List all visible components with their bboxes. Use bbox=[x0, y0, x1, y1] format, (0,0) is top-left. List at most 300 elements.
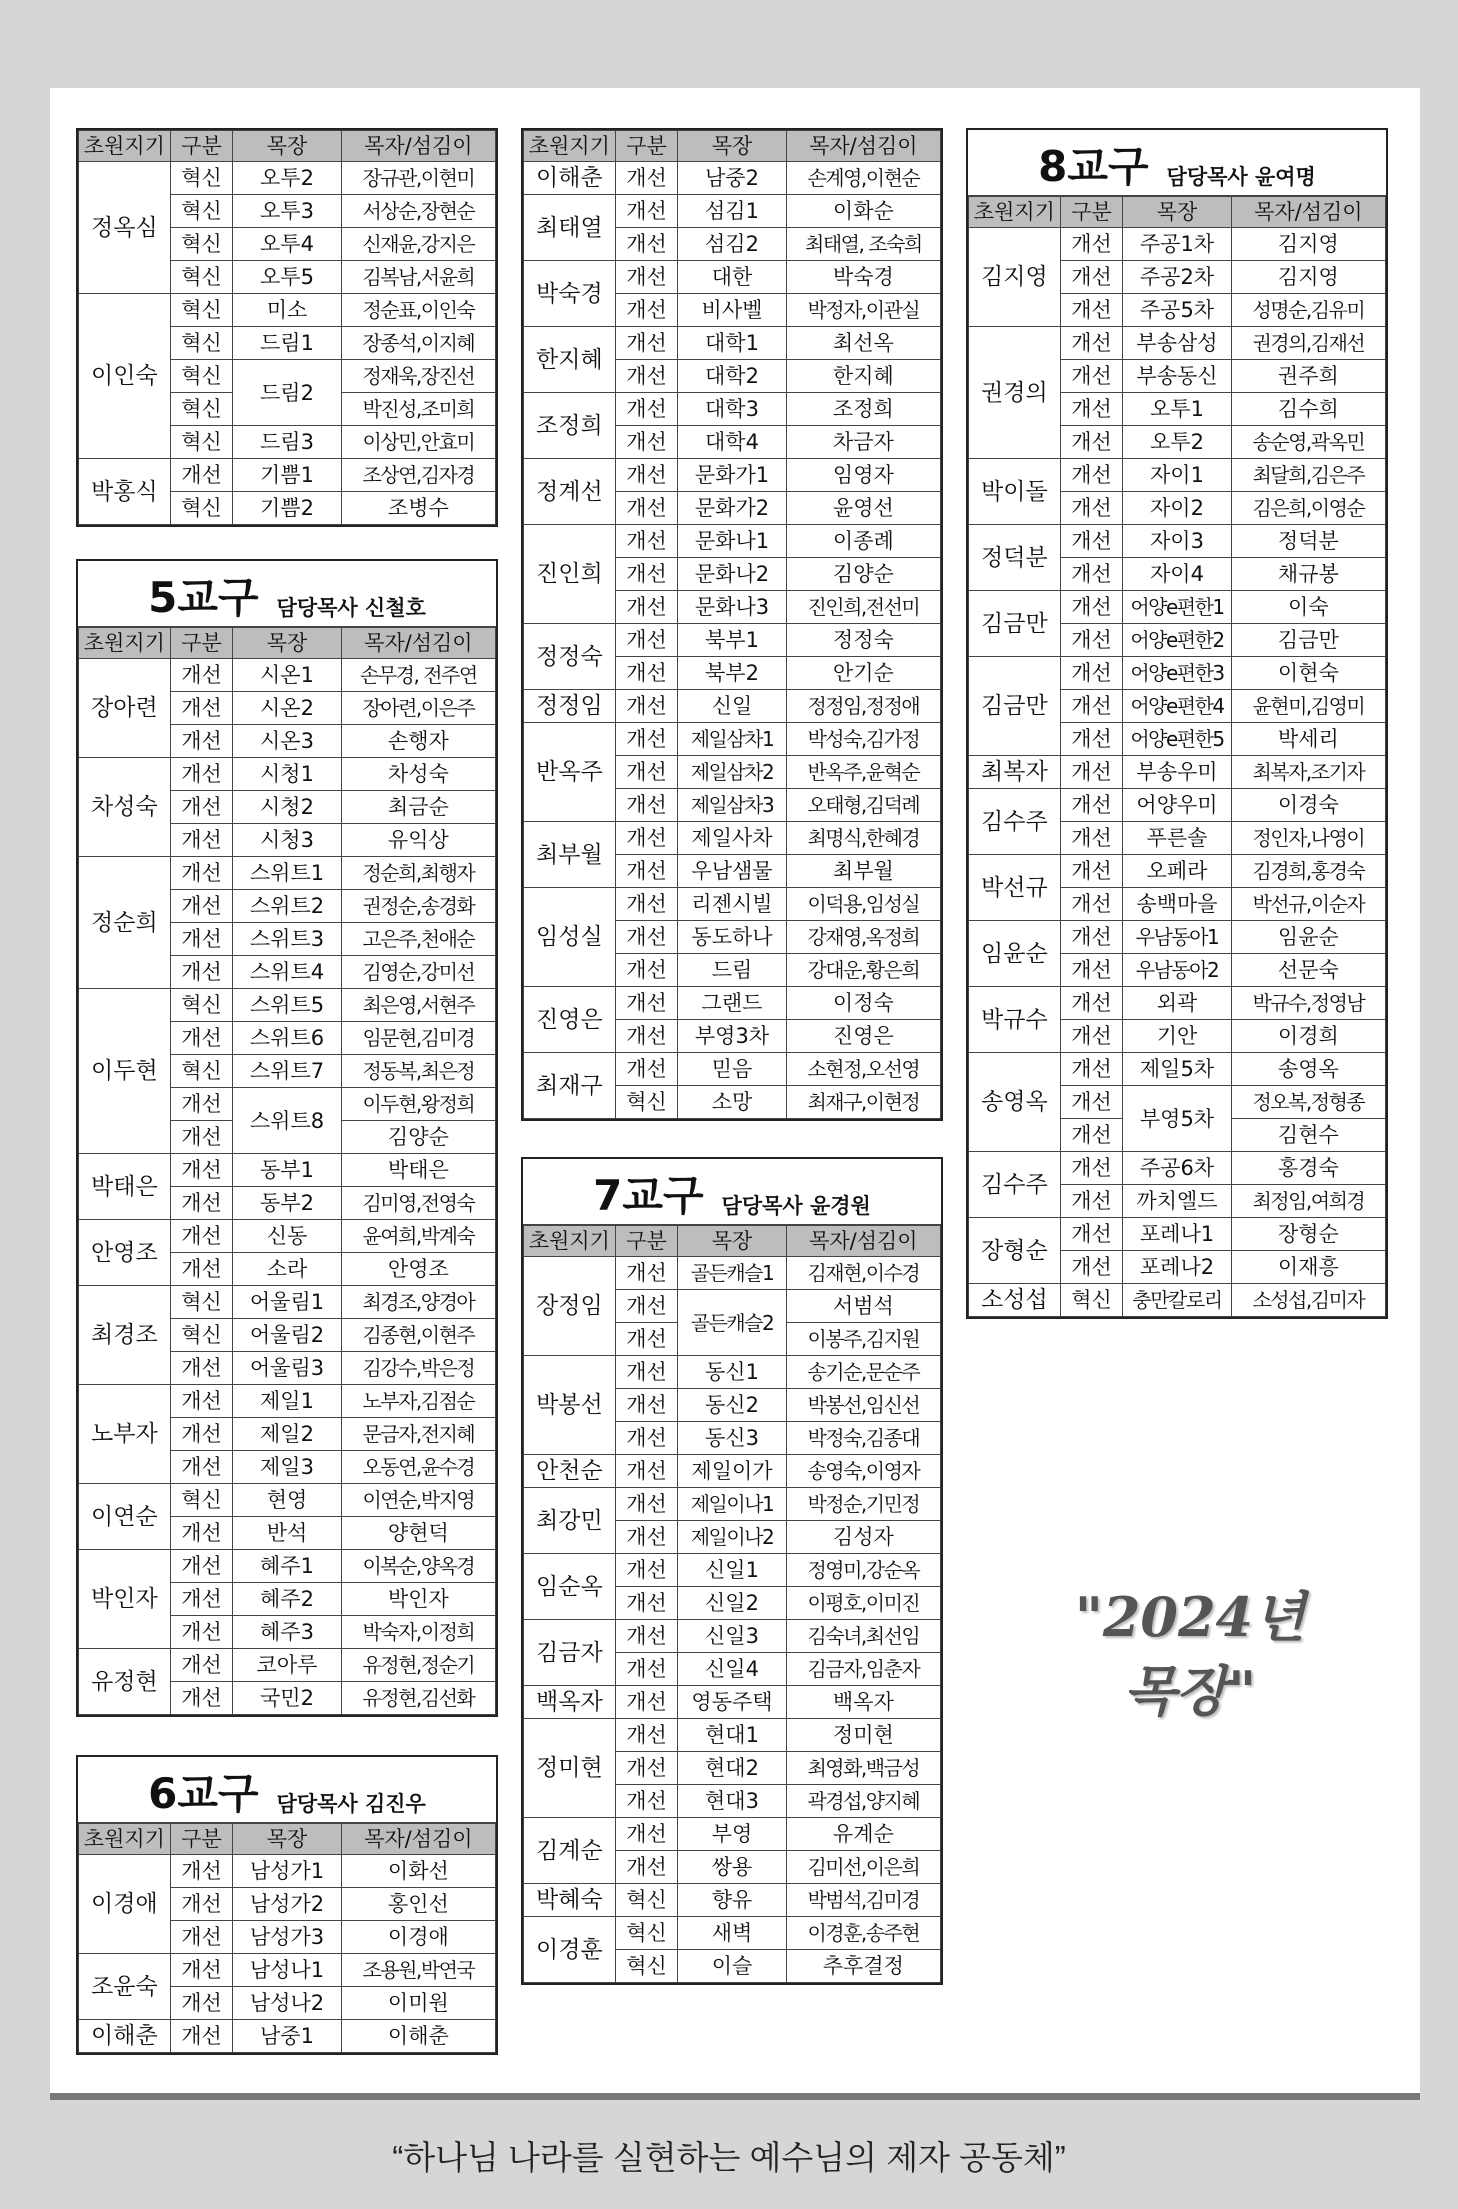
leader-cell: 진영은 bbox=[524, 987, 616, 1053]
table-row bbox=[79, 1220, 496, 1253]
group-name-cell: 오투2 bbox=[1123, 426, 1231, 459]
group-name-cell: 리젠시빌 bbox=[678, 888, 786, 921]
group-name-cell: 까치엘드 bbox=[1123, 1185, 1231, 1218]
shepherd-cell: 이재흥 bbox=[1231, 1251, 1385, 1284]
shepherd-cell: 김종현,이현주 bbox=[341, 1319, 495, 1352]
leader-cell: 이해춘 bbox=[79, 2020, 171, 2053]
group-name-cell: 대학1 bbox=[678, 327, 786, 360]
leader-cell: 이경애 bbox=[79, 1855, 171, 1954]
year-line-2: 목장" bbox=[1123, 1659, 1257, 1723]
table-row bbox=[969, 1053, 1386, 1086]
shepherd-cell: 안영조 bbox=[341, 1253, 495, 1286]
shepherd-cell: 최은영,서현주 bbox=[341, 989, 495, 1022]
shepherd-cell: 홍인선 bbox=[341, 1888, 495, 1921]
shepherd-cell: 윤여희,박계숙 bbox=[341, 1220, 495, 1253]
group-name-cell: 시청1 bbox=[233, 758, 341, 791]
column-header: 목자/섬김이 bbox=[341, 628, 495, 659]
type-cell: 혁신 bbox=[170, 393, 233, 426]
type-cell: 개선 bbox=[615, 327, 678, 360]
leader-cell: 박홍식 bbox=[79, 459, 171, 525]
type-cell: 개선 bbox=[1060, 1218, 1123, 1251]
shepherd-cell: 이미원 bbox=[341, 1987, 495, 2020]
group-name-cell: 제일3 bbox=[233, 1451, 341, 1484]
shepherd-cell: 오태형,김덕례 bbox=[786, 789, 940, 822]
type-cell: 개선 bbox=[1060, 1185, 1123, 1218]
leader-cell: 최강민 bbox=[524, 1488, 616, 1554]
shepherd-cell: 이종례 bbox=[786, 525, 940, 558]
table-row bbox=[969, 228, 1386, 261]
type-cell: 개선 bbox=[1060, 888, 1123, 921]
group-name-cell: 자이1 bbox=[1123, 459, 1231, 492]
column-header: 구분 bbox=[615, 131, 678, 162]
group-name-cell: 스위트2 bbox=[233, 890, 341, 923]
type-cell: 개선 bbox=[615, 1554, 678, 1587]
group-name-cell: 영동주택 bbox=[678, 1686, 786, 1719]
type-cell: 개선 bbox=[170, 1253, 233, 1286]
type-cell: 개선 bbox=[615, 591, 678, 624]
shepherd-cell: 박정자,이관실 bbox=[786, 294, 940, 327]
group-name-cell: 현대1 bbox=[678, 1719, 786, 1752]
type-cell: 개선 bbox=[1060, 393, 1123, 426]
group-name-cell: 기안 bbox=[1123, 1020, 1231, 1053]
type-cell: 혁신 bbox=[170, 195, 233, 228]
type-cell: 혁신 bbox=[1060, 1284, 1123, 1317]
type-cell: 개선 bbox=[615, 459, 678, 492]
type-cell: 개선 bbox=[615, 1323, 678, 1356]
type-cell: 혁신 bbox=[170, 1286, 233, 1319]
group-name-cell: 시온2 bbox=[233, 692, 341, 725]
type-cell: 개선 bbox=[615, 162, 678, 195]
type-cell: 개선 bbox=[170, 824, 233, 857]
type-cell: 개선 bbox=[1060, 492, 1123, 525]
leader-cell: 최경조 bbox=[79, 1286, 171, 1385]
table-row bbox=[79, 1154, 496, 1187]
group-name-cell: 어울림1 bbox=[233, 1286, 341, 1319]
table-row bbox=[524, 1719, 941, 1752]
shepherd-cell: 이복순,양옥경 bbox=[341, 1550, 495, 1583]
group-table bbox=[78, 1823, 496, 2053]
column-header: 목자/섬김이 bbox=[786, 1226, 940, 1257]
type-cell: 개선 bbox=[170, 1154, 233, 1187]
group-name-cell: 믿음 bbox=[678, 1053, 786, 1086]
leader-cell: 이두현 bbox=[79, 989, 171, 1154]
shepherd-cell: 권경의,김재선 bbox=[1231, 327, 1385, 360]
group-name-cell: 신동 bbox=[233, 1220, 341, 1253]
shepherd-cell: 백옥자 bbox=[786, 1686, 940, 1719]
shepherd-cell: 최재구,이현정 bbox=[786, 1086, 940, 1119]
group-name-cell: 신일4 bbox=[678, 1653, 786, 1686]
column-header: 목자/섬김이 bbox=[341, 1824, 495, 1855]
shepherd-cell: 정정숙 bbox=[786, 624, 940, 657]
district-header bbox=[523, 1159, 941, 1225]
shepherd-cell: 박세리 bbox=[1231, 723, 1385, 756]
type-cell: 개선 bbox=[1060, 228, 1123, 261]
group-name-cell: 스위트8 bbox=[233, 1088, 341, 1154]
type-cell: 개선 bbox=[1060, 822, 1123, 855]
shepherd-cell: 김미선,이은희 bbox=[786, 1851, 940, 1884]
type-cell: 개선 bbox=[170, 1385, 233, 1418]
shepherd-cell: 성명순,김유미 bbox=[1231, 294, 1385, 327]
shepherd-cell: 정미현 bbox=[786, 1719, 940, 1752]
leader-cell: 장형순 bbox=[969, 1218, 1061, 1284]
column-header: 구분 bbox=[1060, 197, 1123, 228]
shepherd-cell: 이해춘 bbox=[341, 2020, 495, 2053]
shepherd-cell: 진영은 bbox=[786, 1020, 940, 1053]
type-cell: 개선 bbox=[1060, 987, 1123, 1020]
table-district-5 bbox=[76, 559, 498, 1717]
shepherd-cell: 최선옥 bbox=[786, 327, 940, 360]
group-name-cell: 동신1 bbox=[678, 1356, 786, 1389]
shepherd-cell: 손행자 bbox=[341, 725, 495, 758]
shepherd-cell: 김양순 bbox=[786, 558, 940, 591]
type-cell: 개선 bbox=[170, 1855, 233, 1888]
shepherd-cell: 최태열, 조숙희 bbox=[786, 228, 940, 261]
column-header: 목자/섬김이 bbox=[341, 131, 495, 162]
column-header: 목자/섬김이 bbox=[786, 131, 940, 162]
type-cell: 개선 bbox=[1060, 558, 1123, 591]
table-row bbox=[524, 1053, 941, 1086]
type-cell: 개선 bbox=[170, 2020, 233, 2053]
shepherd-cell: 윤영선 bbox=[786, 492, 940, 525]
group-table bbox=[523, 130, 941, 1119]
group-name-cell: 오투1 bbox=[1123, 393, 1231, 426]
shepherd-cell: 송기순,문순주 bbox=[786, 1356, 940, 1389]
group-name-cell: 제일이나1 bbox=[678, 1488, 786, 1521]
shepherd-cell: 노부자,김점순 bbox=[341, 1385, 495, 1418]
group-name-cell: 비사벨 bbox=[678, 294, 786, 327]
type-cell: 개선 bbox=[170, 1921, 233, 1954]
type-cell: 개선 bbox=[170, 1682, 233, 1715]
group-name-cell: 제일1 bbox=[233, 1385, 341, 1418]
column-header: 초원지기 bbox=[79, 628, 171, 659]
type-cell: 개선 bbox=[615, 1752, 678, 1785]
district-title: 6교구 bbox=[148, 1769, 259, 1818]
table-row bbox=[79, 659, 496, 692]
shepherd-cell: 이덕용,임성실 bbox=[786, 888, 940, 921]
table-row bbox=[969, 525, 1386, 558]
leader-cell: 박봉선 bbox=[524, 1356, 616, 1455]
shepherd-cell: 최달희,김은주 bbox=[1231, 459, 1385, 492]
shepherd-cell: 이두현,왕정희 bbox=[341, 1088, 495, 1121]
leader-cell: 김금만 bbox=[969, 657, 1061, 756]
table-row bbox=[524, 327, 941, 360]
type-cell: 혁신 bbox=[170, 492, 233, 525]
table-row bbox=[524, 1257, 941, 1290]
column-header: 구분 bbox=[170, 628, 233, 659]
type-cell: 개선 bbox=[170, 857, 233, 890]
leader-cell: 정미현 bbox=[524, 1719, 616, 1818]
shepherd-cell: 서상순,장현순 bbox=[341, 195, 495, 228]
table-row bbox=[969, 1218, 1386, 1251]
type-cell: 개선 bbox=[1060, 624, 1123, 657]
group-name-cell: 어양e편한4 bbox=[1123, 690, 1231, 723]
group-table bbox=[78, 627, 496, 1715]
type-cell: 개선 bbox=[615, 954, 678, 987]
group-table bbox=[523, 1225, 941, 1983]
table-district-7 bbox=[521, 1157, 943, 1985]
type-cell: 혁신 bbox=[170, 162, 233, 195]
type-cell: 개선 bbox=[170, 956, 233, 989]
shepherd-cell: 최명식,한혜경 bbox=[786, 822, 940, 855]
type-cell: 개선 bbox=[170, 1451, 233, 1484]
group-name-cell: 동부1 bbox=[233, 1154, 341, 1187]
group-name-cell: 대학4 bbox=[678, 426, 786, 459]
table-row bbox=[524, 1917, 941, 1950]
district-pastor: 담당목사 김진우 bbox=[276, 1792, 426, 1816]
leader-cell: 안영조 bbox=[79, 1220, 171, 1286]
leader-cell: 정순희 bbox=[79, 857, 171, 989]
group-name-cell: 우남샘물 bbox=[678, 855, 786, 888]
group-name-cell: 어양e편한5 bbox=[1123, 723, 1231, 756]
shepherd-cell: 김금만 bbox=[1231, 624, 1385, 657]
leader-cell: 조정희 bbox=[524, 393, 616, 459]
type-cell: 혁신 bbox=[170, 1484, 233, 1517]
leader-cell: 조윤숙 bbox=[79, 1954, 171, 2020]
type-cell: 개선 bbox=[615, 1053, 678, 1086]
shepherd-cell: 신재윤,강지은 bbox=[341, 228, 495, 261]
group-name-cell: 주공1차 bbox=[1123, 228, 1231, 261]
shepherd-cell: 김금자,임춘자 bbox=[786, 1653, 940, 1686]
group-name-cell: 쌍용 bbox=[678, 1851, 786, 1884]
shepherd-cell: 최부월 bbox=[786, 855, 940, 888]
shepherd-cell: 문금자,전지혜 bbox=[341, 1418, 495, 1451]
type-cell: 개선 bbox=[615, 1020, 678, 1053]
table-row bbox=[524, 822, 941, 855]
type-cell: 개선 bbox=[170, 1022, 233, 1055]
type-cell: 개선 bbox=[615, 690, 678, 723]
leader-cell: 박숙경 bbox=[524, 261, 616, 327]
shepherd-cell: 최영화,백금성 bbox=[786, 1752, 940, 1785]
leader-cell: 김수주 bbox=[969, 1152, 1061, 1218]
type-cell: 개선 bbox=[1060, 855, 1123, 888]
type-cell: 혁신 bbox=[170, 1319, 233, 1352]
type-cell: 개선 bbox=[170, 1888, 233, 1921]
leader-cell: 김금자 bbox=[524, 1620, 616, 1686]
shepherd-cell: 박정순,기민정 bbox=[786, 1488, 940, 1521]
type-cell: 혁신 bbox=[615, 1086, 678, 1119]
table-row bbox=[524, 393, 941, 426]
shepherd-cell: 박규수,정영남 bbox=[1231, 987, 1385, 1020]
type-cell: 개선 bbox=[615, 1488, 678, 1521]
group-name-cell: 외곽 bbox=[1123, 987, 1231, 1020]
shepherd-cell: 이평호,이미진 bbox=[786, 1587, 940, 1620]
district-pastor: 담당목사 신철호 bbox=[276, 596, 426, 620]
table-row bbox=[79, 758, 496, 791]
leader-cell: 장아련 bbox=[79, 659, 171, 758]
group-name-cell: 현대2 bbox=[678, 1752, 786, 1785]
type-cell: 개선 bbox=[615, 789, 678, 822]
table-row bbox=[524, 1455, 941, 1488]
group-name-cell: 제일이가 bbox=[678, 1455, 786, 1488]
group-name-cell: 부영3차 bbox=[678, 1020, 786, 1053]
group-name-cell: 제일5차 bbox=[1123, 1053, 1231, 1086]
type-cell: 혁신 bbox=[615, 1917, 678, 1950]
type-cell: 개선 bbox=[170, 692, 233, 725]
group-name-cell: 시온1 bbox=[233, 659, 341, 692]
shepherd-cell: 최금순 bbox=[341, 791, 495, 824]
type-cell: 개선 bbox=[170, 791, 233, 824]
group-name-cell: 미소 bbox=[233, 294, 341, 327]
group-name-cell: 골든캐슬1 bbox=[678, 1257, 786, 1290]
leader-cell: 박선규 bbox=[969, 855, 1061, 921]
type-cell: 개선 bbox=[615, 261, 678, 294]
table-row bbox=[969, 789, 1386, 822]
type-cell: 혁신 bbox=[170, 426, 233, 459]
group-name-cell: 소망 bbox=[678, 1086, 786, 1119]
table-row bbox=[524, 624, 941, 657]
group-name-cell: 동신2 bbox=[678, 1389, 786, 1422]
leader-cell: 김지영 bbox=[969, 228, 1061, 327]
type-cell: 개선 bbox=[170, 1517, 233, 1550]
table-row bbox=[524, 1488, 941, 1521]
group-name-cell: 대학2 bbox=[678, 360, 786, 393]
shepherd-cell: 박선규,이순자 bbox=[1231, 888, 1385, 921]
type-cell: 개선 bbox=[1060, 789, 1123, 822]
group-name-cell: 현대3 bbox=[678, 1785, 786, 1818]
group-name-cell: 기쁨1 bbox=[233, 459, 341, 492]
leader-cell: 반옥주 bbox=[524, 723, 616, 822]
type-cell: 개선 bbox=[170, 1088, 233, 1121]
shepherd-cell: 이정숙 bbox=[786, 987, 940, 1020]
shepherd-cell: 유익상 bbox=[341, 824, 495, 857]
district-title: 7교구 bbox=[593, 1171, 704, 1220]
shepherd-cell: 장형순 bbox=[1231, 1218, 1385, 1251]
group-name-cell: 자이3 bbox=[1123, 525, 1231, 558]
type-cell: 개선 bbox=[615, 426, 678, 459]
type-cell: 개선 bbox=[170, 659, 233, 692]
shepherd-cell: 유계순 bbox=[786, 1818, 940, 1851]
shepherd-cell: 이경숙 bbox=[1231, 789, 1385, 822]
table-row bbox=[524, 195, 941, 228]
table-row bbox=[524, 1356, 941, 1389]
column-header: 초원지기 bbox=[524, 131, 616, 162]
shepherd-cell: 차금자 bbox=[786, 426, 940, 459]
type-cell: 개선 bbox=[170, 1187, 233, 1220]
leader-cell: 장정임 bbox=[524, 1257, 616, 1356]
type-cell: 개선 bbox=[170, 725, 233, 758]
shepherd-cell: 정인자,나영이 bbox=[1231, 822, 1385, 855]
group-name-cell: 문화나2 bbox=[678, 558, 786, 591]
table-row bbox=[524, 1620, 941, 1653]
table-row bbox=[524, 1686, 941, 1719]
table-row bbox=[524, 690, 941, 723]
group-name-cell: 스위트1 bbox=[233, 857, 341, 890]
group-name-cell: 주공5차 bbox=[1123, 294, 1231, 327]
leader-cell: 최복자 bbox=[969, 756, 1061, 789]
column-header: 목장 bbox=[678, 131, 786, 162]
leader-cell: 박이돌 bbox=[969, 459, 1061, 525]
shepherd-cell: 박정숙,김종대 bbox=[786, 1422, 940, 1455]
table-row bbox=[524, 261, 941, 294]
table-row bbox=[969, 987, 1386, 1020]
shepherd-cell: 이경애 bbox=[341, 1921, 495, 1954]
shepherd-cell: 채규봉 bbox=[1231, 558, 1385, 591]
type-cell: 개선 bbox=[1060, 591, 1123, 624]
group-name-cell: 오투2 bbox=[233, 162, 341, 195]
shepherd-cell: 박범석,김미경 bbox=[786, 1884, 940, 1917]
group-name-cell: 제일2 bbox=[233, 1418, 341, 1451]
shepherd-cell: 정오복,정형종 bbox=[1231, 1086, 1385, 1119]
shepherd-cell: 반옥주,윤혁순 bbox=[786, 756, 940, 789]
column-header: 초원지기 bbox=[969, 197, 1061, 228]
shepherd-cell: 정정임,정정애 bbox=[786, 690, 940, 723]
group-name-cell: 섬김1 bbox=[678, 195, 786, 228]
leader-cell: 노부자 bbox=[79, 1385, 171, 1484]
leader-cell: 정정숙 bbox=[524, 624, 616, 690]
type-cell: 개선 bbox=[615, 1851, 678, 1884]
shepherd-cell: 박진성,조미희 bbox=[341, 393, 495, 426]
group-name-cell: 남중2 bbox=[678, 162, 786, 195]
shepherd-cell: 강대운,황은희 bbox=[786, 954, 940, 987]
leader-cell: 김수주 bbox=[969, 789, 1061, 855]
type-cell: 혁신 bbox=[615, 1950, 678, 1983]
shepherd-cell: 윤현미,김영미 bbox=[1231, 690, 1385, 723]
shepherd-cell: 임윤순 bbox=[1231, 921, 1385, 954]
group-name-cell: 남성가2 bbox=[233, 1888, 341, 1921]
type-cell: 개선 bbox=[615, 558, 678, 591]
type-cell: 개선 bbox=[615, 1653, 678, 1686]
shepherd-cell: 서범석 bbox=[786, 1290, 940, 1323]
shepherd-cell: 차성숙 bbox=[341, 758, 495, 791]
group-name-cell: 부송우미 bbox=[1123, 756, 1231, 789]
type-cell: 개선 bbox=[1060, 1020, 1123, 1053]
table-district-6 bbox=[76, 1755, 498, 2055]
type-cell: 개선 bbox=[615, 360, 678, 393]
shepherd-cell: 추후결정 bbox=[786, 1950, 940, 1983]
type-cell: 혁신 bbox=[170, 228, 233, 261]
group-name-cell: 신일 bbox=[678, 690, 786, 723]
table-row bbox=[79, 989, 496, 1022]
type-cell: 개선 bbox=[615, 1587, 678, 1620]
header-row bbox=[79, 131, 496, 162]
header-row bbox=[79, 628, 496, 659]
leader-cell: 임성실 bbox=[524, 888, 616, 987]
column-header: 초원지기 bbox=[79, 131, 171, 162]
type-cell: 개선 bbox=[170, 1954, 233, 1987]
group-name-cell: 우남동아2 bbox=[1123, 954, 1231, 987]
group-name-cell: 반석 bbox=[233, 1517, 341, 1550]
group-name-cell: 남성가1 bbox=[233, 1855, 341, 1888]
shepherd-cell: 임영자 bbox=[786, 459, 940, 492]
shepherd-cell: 장종석,이지혜 bbox=[341, 327, 495, 360]
table-row bbox=[79, 294, 496, 327]
group-name-cell: 혜주1 bbox=[233, 1550, 341, 1583]
group-name-cell: 향유 bbox=[678, 1884, 786, 1917]
group-name-cell: 현영 bbox=[233, 1484, 341, 1517]
column-header: 구분 bbox=[615, 1226, 678, 1257]
shepherd-cell: 김지영 bbox=[1231, 228, 1385, 261]
group-name-cell: 시온3 bbox=[233, 725, 341, 758]
leader-cell: 소성섭 bbox=[969, 1284, 1061, 1317]
type-cell: 개선 bbox=[615, 1785, 678, 1818]
type-cell: 개선 bbox=[170, 1352, 233, 1385]
type-cell: 개선 bbox=[615, 723, 678, 756]
type-cell: 혁신 bbox=[170, 360, 233, 393]
column-header: 목장 bbox=[233, 1824, 341, 1855]
type-cell: 개선 bbox=[1060, 954, 1123, 987]
shepherd-cell: 김강수,박은정 bbox=[341, 1352, 495, 1385]
type-cell: 개선 bbox=[615, 1521, 678, 1554]
group-table bbox=[968, 196, 1386, 1317]
type-cell: 개선 bbox=[1060, 1086, 1123, 1119]
group-name-cell: 어양e편한3 bbox=[1123, 657, 1231, 690]
group-name-cell: 충만칼로리 bbox=[1123, 1284, 1231, 1317]
group-name-cell: 오투5 bbox=[233, 261, 341, 294]
type-cell: 개선 bbox=[615, 1818, 678, 1851]
shepherd-cell: 김은희,이영순 bbox=[1231, 492, 1385, 525]
type-cell: 혁신 bbox=[170, 327, 233, 360]
leader-cell: 이경훈 bbox=[524, 1917, 616, 1983]
